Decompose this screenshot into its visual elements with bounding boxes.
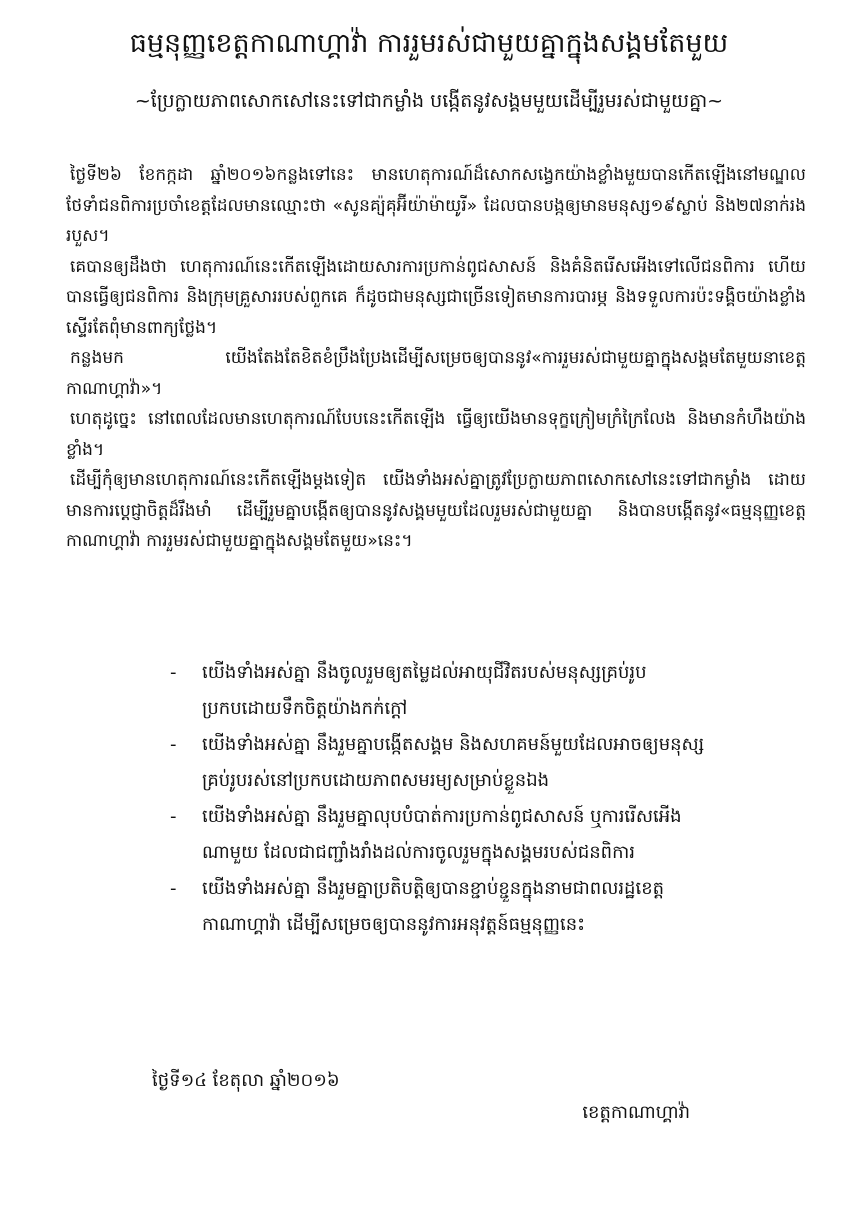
document-date: ថ្ងៃទី១៤ ខែតុលា ឆ្នាំ២០១៦ (152, 1070, 340, 1091)
pledge-list (166, 655, 726, 943)
body-text (66, 160, 806, 557)
paragraph: គេបានឲ្យដឹងថា ហេតុការណ៍នេះកើតឡើងដោយសារការប្រកាន់ពូជសាសន៍ និងគំនិតរើសអើងទៅលើជនពិការ ហើយបានធ្វើឲ្យជនពិការ និងក្រុមគ្រួសាររបស់ពួកគេ ក៏ដូចជាមនុស្សជាច្រើនទៀតមានការបារម្ភ និងទទួលការប៉ះទង្គិចយ៉ាងខ្លាំងស្ទើរតែពុំមានពាក្យថ្លែង។ (66, 256, 806, 338)
pledge-item (166, 871, 726, 943)
document-subtitle: ~ប្រែក្លាយភាពសោកសៅនេះទៅជាកម្លាំង បង្កើតនូវសង្គមមួយដើម្បីរួមរស់ជាមួយគ្នា~ (134, 90, 724, 112)
bullet-dash: - (170, 878, 177, 899)
pledge-text: យើងទាំងអស់គ្នា នឹងរួមគ្នាបង្កើតសង្គម និងសហគមន៍មួយដែលអាចឲ្យមនុស្សគ្រប់រូបរស់នៅប្រកបដោយភាពសមរម្យសម្រាប់ខ្លួនឯង (202, 734, 705, 791)
document-title: ធម្មនុញ្ញខេត្តកាណាហ្គាវ៉ា ការរួមរស់ជាមួយគ្នាក្នុងសង្គមតែមួយ (129, 28, 729, 59)
pledge-text: យើងទាំងអស់គ្នា នឹងរួមគ្នាលុបបំបាត់ការប្រកាន់ពូជសាសន៍ ឬការរើសអើងណាមួយ ដែលជាជញ្ជាំងរាំងដល់ការចូលរួមក្នុងសង្គមរបស់ជនពិការ (202, 806, 682, 863)
pledge-item (166, 727, 726, 799)
signature: ខេត្តកាណាហ្គាវ៉ា (582, 1102, 690, 1123)
paragraph: ថ្ងៃទី២៦ ខែកក្កដា ឆ្នាំ២០១៦កន្លងទៅនេះ មានហេតុការណ៍ដ៏សោកសង្វេកយ៉ាងខ្លាំងមួយបានកើតឡើងនៅមណ្ឌលថែទាំជនពិការប្រចាំខេត្តដែលមានឈ្មោះថា «សូនគ្យ៉ុគុអ៊ីយ៉ាម៉ាយូរី» ដែលបានបង្កឲ្យមានមនុស្ស១៩ស្លាប់ និង២៧នាក់រងរបួស។ (66, 165, 806, 246)
bullet-dash: - (170, 734, 177, 755)
pledge-item (166, 799, 726, 871)
pledge-text: យើងទាំងអស់គ្នា នឹងរួមគ្នាប្រតិបត្តិឲ្យបានខ្ជាប់ខ្ជួនក្នុងនាមជាពលរដ្ឋខេត្តកាណាហ្គាវ៉ា ដើម្បីសម្រេចឲ្យបាននូវការអនុវត្តន៍ធម្មនុញ្ញនេះ (202, 878, 665, 935)
paragraph: ដើម្បីកុំឲ្យមានហេតុការណ៍នេះកើតឡើងម្តងទៀត យើងទាំងអស់គ្នាត្រូវប្រែក្លាយភាពសោកសៅនេះទៅជាកម្លាំង ដោយមានការប្តេជ្ញាចិត្តដ៏រឹងមាំ ដើម្បីរួមគ្នាបង្កើតឲ្យបាននូវសង្គមមួយដែលរួមរស់ជាមួយគ្នា និងបានបង្កើតនូវ«ធម្មនុញ្ញខេត្តកាណាហ្គាវ៉ា ការរួមរស់ជាមួយគ្នាក្នុងសង្គមតែមួយ»នេះ។ (66, 470, 806, 551)
paragraph: ហេតុដូច្នេះ នៅពេលដែលមានហេតុការណ៍បែបនេះកើតឡើង ធ្វើឲ្យយើងមានទុក្ខក្រៀមក្រំក្រៃលែង និងមានកំហឹងយ៉ាងខ្លាំង។ (66, 409, 806, 460)
paragraph: កន្លងមក យើងតែងតែខិតខំប្រឹងប្រែងដើម្បីសម្រេចឲ្យបាននូវ«ការរួមរស់ជាមួយគ្នាក្នុងសង្គមតែមួយនាខេត្តកាណាហ្គាវ៉ា»។ (66, 348, 806, 399)
bullet-dash: - (170, 662, 177, 683)
bullet-dash: - (170, 806, 177, 827)
pledge-text: យើងទាំងអស់គ្នា នឹងចូលរួមឲ្យតម្លៃដល់អាយុជីវិតរបស់មនុស្សគ្រប់រូបប្រកបដោយទឹកចិត្តយ៉ាងកក់ក្តៅ (202, 662, 647, 719)
pledge-item (166, 655, 726, 727)
